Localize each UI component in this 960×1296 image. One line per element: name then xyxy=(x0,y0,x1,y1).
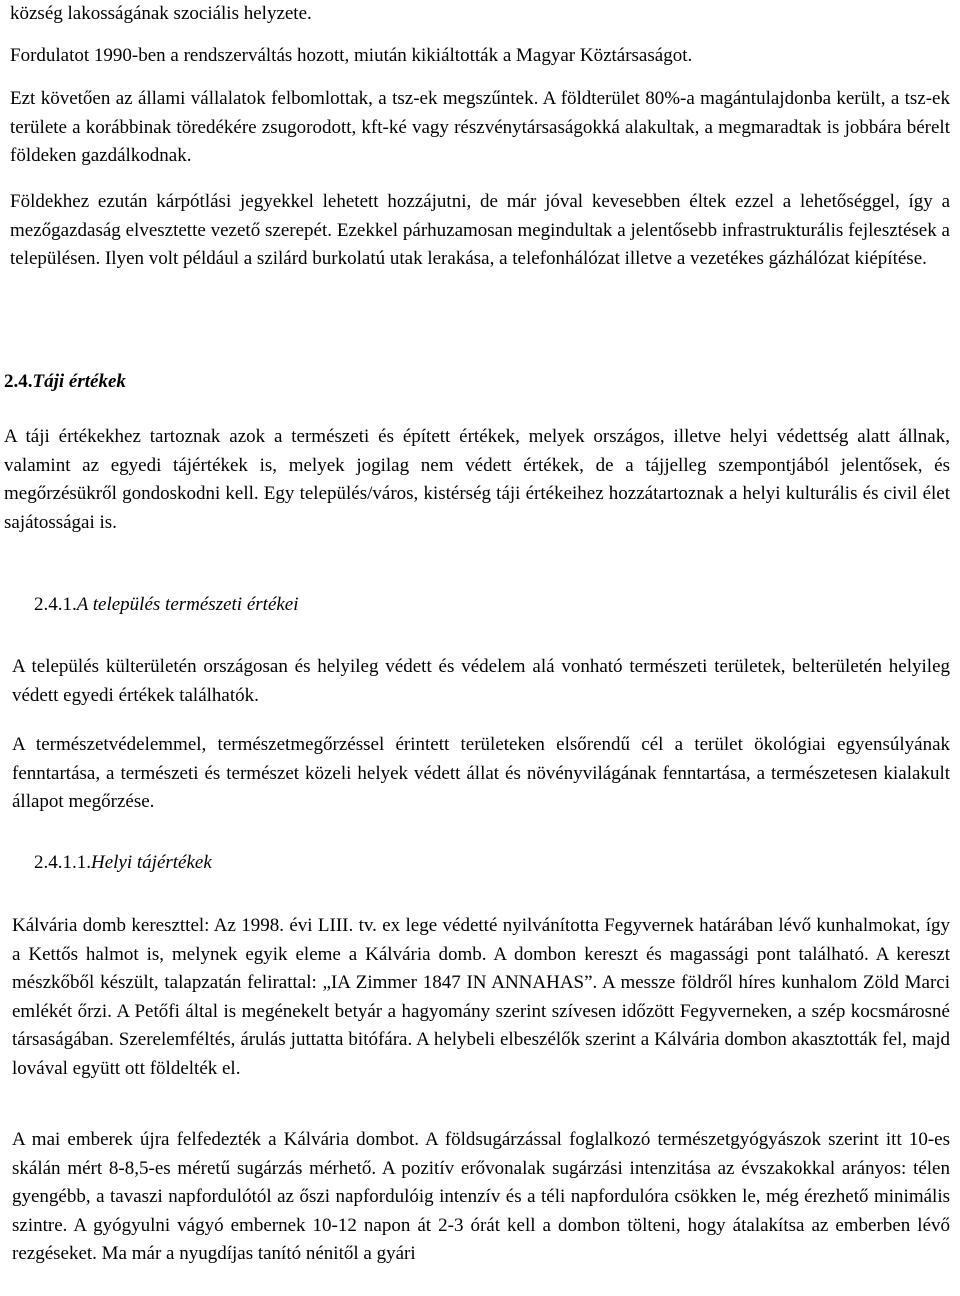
paragraph: Fordulatot 1990-ben a rendszerváltás hozott, miután kikiáltották a Magyar Köztársaságot. xyxy=(10,45,693,66)
paragraph: Földekhez ezután kárpótlási jegyekkel lehetett hozzájutni, de már jóval kevesebben éltek ezzel a lehetőséggel, így a mezőgazdaság elvesztette vezető szerepét. Ezekkel párhuzamosan megindultak a jelentősebb infrastrukturális fejlesztések a településen. Ilyen volt például a szilárd burkolatú utak lerakása, a telefonhálózat illetve a vezetékes gázhálózat kiépítése. xyxy=(10,191,950,269)
paragraph: A természetvédelemmel, természetmegőrzéssel érintett területeken elsőrendű cél a terület ökológiai egyensúlyának fenntartása, a természeti és természet közeli helyek védett állat és növényvilágának fenntartása, a természetesen kialakult állapot megőrzése. xyxy=(12,734,950,812)
paragraph: Kálvária domb kereszttel: Az 1998. évi LIII. tv. ex lege védetté nyilvánította Fegyvernek határában lévő kunhalmokat, így a Kettős halmot is, melynek egyik eleme a Kálvária domb. A dombon kereszt és magassági pont található. A kereszt mészkőből készült, talapzatán felirattal: „IA Zimmer 1847 IN ANNAHAS”. A messze földről híres kunhalom Zöld Marci emlékét őrzi. A Petőfi által is megénekelt betyár a hagyomány szerint szívesen időzött Fegyverneken, a szép kocsmárosné társaságában. Szerelemféltés, árulás juttatta bitófára. A helybeli elbeszélők szerint a Kálvária dombon akasztották fel, majd lovával együtt ott földelték el. xyxy=(12,915,950,1079)
heading-title: Táji értékek xyxy=(32,371,126,392)
paragraph: község lakosságának szociális helyzete. xyxy=(10,3,312,24)
paragraph: A mai emberek újra felfedezték a Kálvária dombot. A földsugárzással foglalkozó természetgyógyászok szerint itt 10-es skálán mért 8-8,5-es méretű sugárzás mérhető. A pozitív erővonalak sugárzási intenzitása az évszakokkal arányos: télen gyengébb, a tavaszi napfordulótól az őszi napfordulóig intenzív és a téli napfordulóra csökken le, még érezhető minimális szintre. A gyógyulni vágyó embernek 10-12 napon át 2-3 órát kell a dombon tölteni, hogy átalakítsa az emberben lévő rezgéseket. Ma már a nyugdíjas tanító nénitől a gyári xyxy=(12,1129,950,1264)
heading-number: 2.4.1. xyxy=(34,594,77,615)
paragraph: A település külterületén országosan és helyileg védett és védelem alá vonható természeti területek, belterületén helyileg védett egyedi értékek találhatók. xyxy=(12,656,950,706)
heading-number: 2.4. xyxy=(4,371,33,392)
paragraph: Ezt követően az állami vállalatok felbomlottak, a tsz-ek megszűntek. A földterület 80%-a magántulajdonba került, a tsz-ek területe a korábbinak töredékére zsugorodott, kft-ké vagy részvénytársaságokká alakultak, a megmaradtak is jobbára bérelt földeken gazdálkodnak. xyxy=(10,88,950,166)
subsubsection-heading xyxy=(34,849,212,878)
section-heading xyxy=(4,368,126,397)
subsection-heading xyxy=(34,591,299,620)
heading-number: 2.4.1.1. xyxy=(34,852,91,873)
paragraph: A táji értékekhez tartoznak azok a természeti és épített értékek, melyek országos, illetve helyi védettség alatt állnak, valamint az egyedi tájértékek is, melyek jogilag nem védett értékek, de a tájjelleg szempontjából jelentősek, és megőrzésükről gondoskodni kell. Egy település/város, kistérség táji értékeihez hozzátartoznak a helyi kulturális és civil élet sajátosságai is. xyxy=(4,426,950,533)
heading-title: A település természeti értékei xyxy=(76,594,299,615)
heading-title: Helyi tájértékek xyxy=(91,852,212,873)
